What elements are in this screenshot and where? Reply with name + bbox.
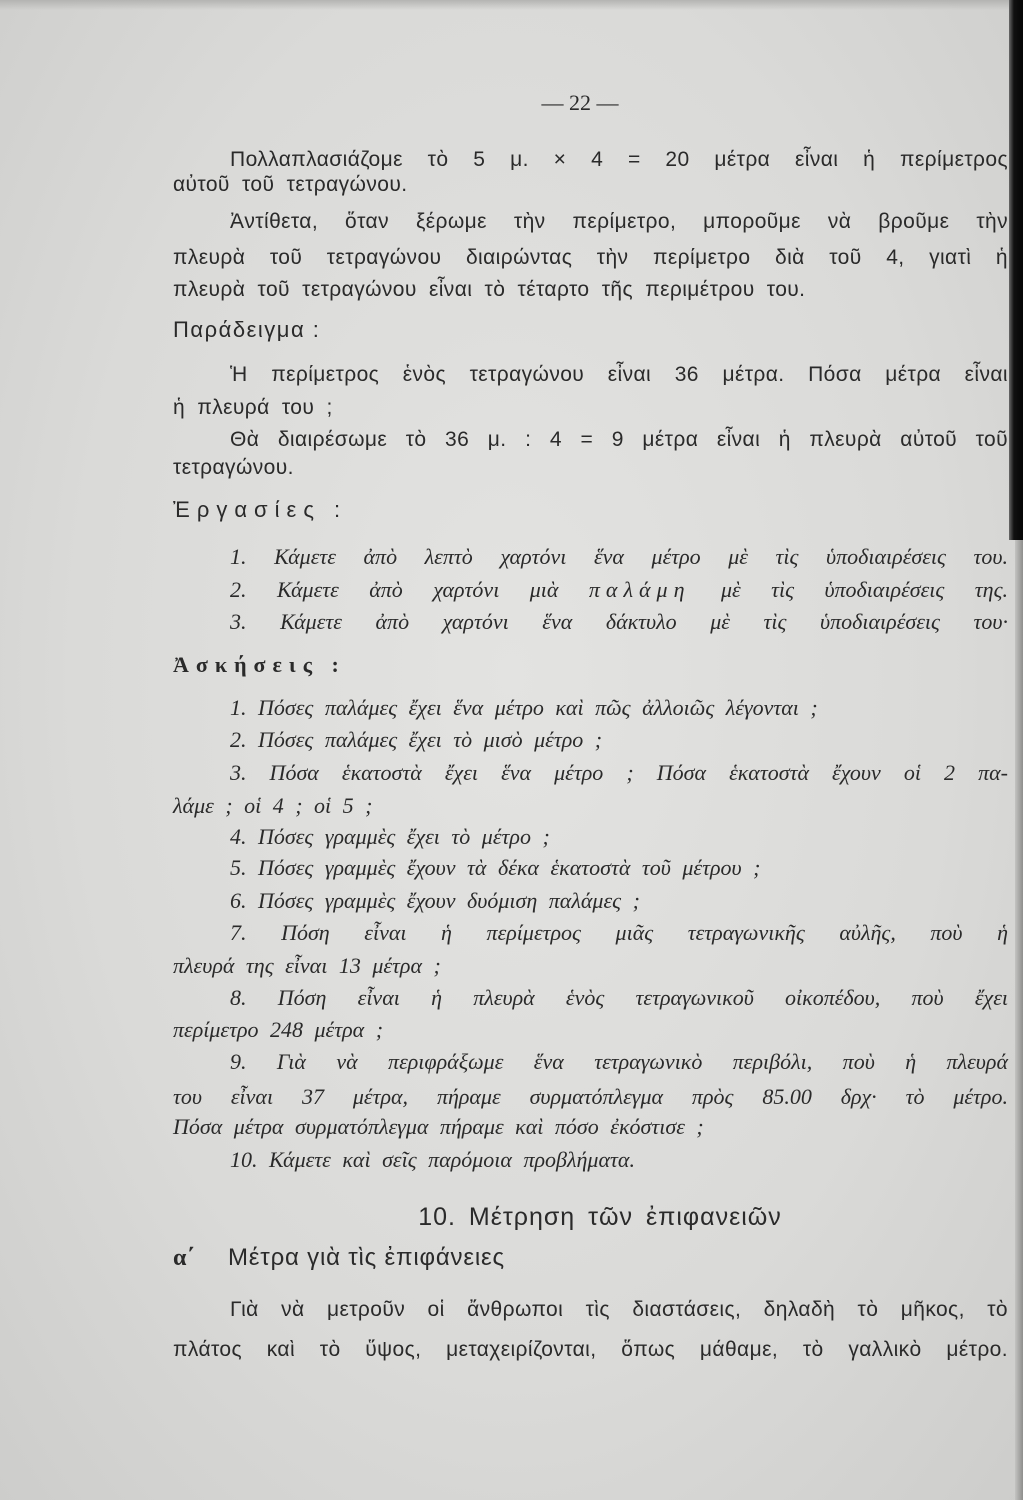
exercise-line: 3. Πόσα ἑκατοστὰ ἔχει ἕνα μέτρο ; Πόσα ἑκατοστὰ ἔχουν οἱ 2 πα-	[230, 760, 1008, 785]
text-line: Γιὰ νὰ μετροῦν οἱ ἄνθρωποι τὶς διαστάσεις, δηλαδὴ τὸ μῆκος, τὸ	[230, 1298, 1008, 1321]
exercise-line: 8. Πόση εἶναι ἡ πλευρὰ ἑνὸς τετραγωνικοῦ οἰκοπέδου, ποὺ ἔχει	[230, 985, 1008, 1010]
exercise-line: 10. Κάμετε καὶ σεῖς παρόμοια προβλήματα.	[230, 1147, 635, 1172]
exercise-line: 9. Γιὰ νὰ περιφράξωμε ἕνα τετραγωνικὸ περιβόλι, ποὺ ἡ πλευρά	[230, 1049, 1008, 1074]
scan-top-edge	[0, 0, 1023, 10]
exercise-line: πλευρά της εἶναι 13 μέτρα ;	[173, 953, 441, 978]
text-line: πλάτος καὶ τὸ ὕψος, μεταχειρίζονται, ὅπως μάθαμε, τὸ γαλλικὸ μέτρο.	[173, 1338, 1008, 1361]
section-heading: 10. Μέτρηση τῶν ἐπιφανειῶν	[418, 1203, 782, 1231]
text-line: ἡ πλευρά του ;	[173, 396, 333, 419]
exercise-line: περίμετρο 248 μέτρα ;	[173, 1017, 384, 1042]
exercise-line: 7. Πόση εἶναι ἡ περίμετρος μιᾶς τετραγωνικῆς αὐλῆς, ποὺ ἡ	[230, 920, 1008, 945]
text-line: τετραγώνου.	[173, 456, 294, 479]
text-line: Ἀντίθετα, ὅταν ξέρωμε τὴν περίμετρο, μποροῦμε νὰ βροῦμε τὴν	[230, 210, 1008, 233]
page-number: — 22 —	[541, 90, 619, 115]
exercise-line: 1. Πόσες παλάμες ἔχει ἕνα μέτρο καὶ πῶς ἀλλοιῶς λέγονται ;	[230, 695, 818, 720]
task-item: 1. Κάμετε ἀπὸ λεπτὸ χαρτόνι ἕνα μέτρο μὲ τὶς ὑποδιαιρέσεις του.	[230, 544, 1008, 569]
text-line: αὐτοῦ τοῦ τετραγώνου.	[173, 173, 408, 196]
task-item: 3. Κάμετε ἀπὸ χαρτόνι ἕνα δάκτυλο μὲ τὶς ὑποδιαιρέσεις του·	[230, 609, 1008, 634]
text-line: Θὰ διαιρέσωμε τὸ 36 μ. : 4 = 9 μέτρα εἶναι ἡ πλευρὰ αὐτοῦ τοῦ	[230, 428, 1008, 451]
task-item-emphasis: παλάμη	[588, 577, 691, 602]
exercise-line: 4. Πόσες γραμμὲς ἔχει τὸ μέτρο ;	[230, 824, 550, 849]
task-item	[230, 576, 1008, 604]
subsection-title: Μέτρα γιὰ τὶς ἐπιφάνειες	[228, 1244, 505, 1271]
text-line: Πολλαπλασιάζομε τὸ 5 μ. × 4 = 20 μέτρα εἶναι ἡ περίμετρος	[230, 148, 1008, 171]
exercise-line: Πόσα μέτρα συρματόπλεγμα πήραμε καὶ πόσο ἐκόστισε ;	[173, 1114, 704, 1139]
subsection-heading	[173, 1242, 505, 1274]
tasks-label: Ἐργασίες :	[173, 497, 348, 522]
scan-right-edge	[1009, 0, 1023, 540]
exercise-line: 5. Πόσες γραμμὲς ἔχουν τὰ δέκα ἑκατοστὰ τοῦ μέτρου ;	[230, 855, 761, 880]
exercise-line: του εἶναι 37 μέτρα, πήραμε συρματόπλεγμα πρὸς 85.00 δρχ· τὸ μέτρο.	[173, 1084, 1008, 1109]
task-item-text: μὲ τὶς ὑποδιαιρέσεις της.	[720, 577, 1008, 602]
scan-right-edge-lower	[1015, 540, 1023, 1500]
task-item-text: 2. Κάμετε ἀπὸ χαρτόνι μιὰ	[230, 577, 559, 602]
text-line: Ἡ περίμετρος ἑνὸς τετραγώνου εἶναι 36 μέτρα. Πόσα μέτρα εἶναι	[230, 363, 1008, 386]
exercise-line: 6. Πόσες γραμμὲς ἔχουν δυόμιση παλάμες ;	[230, 888, 640, 913]
exercise-line: 2. Πόσες παλάμες ἔχει τὸ μισὸ μέτρο ;	[230, 727, 603, 752]
example-label: Παράδειγμα :	[173, 317, 321, 342]
exercise-line: λάμε ; οἱ 4 ; οἱ 5 ;	[173, 793, 373, 818]
text-line: πλευρὰ τοῦ τετραγώνου διαιρώντας τὴν περίμετρο διὰ τοῦ 4, γιατὶ ἡ	[173, 246, 1008, 269]
exercises-label: Ἀσκήσεις :	[173, 652, 346, 677]
text-line: πλευρὰ τοῦ τετραγώνου εἶναι τὸ τέταρτο τῆς περιμέτρου του.	[173, 278, 806, 301]
subsection-marker: α΄	[173, 1245, 195, 1271]
